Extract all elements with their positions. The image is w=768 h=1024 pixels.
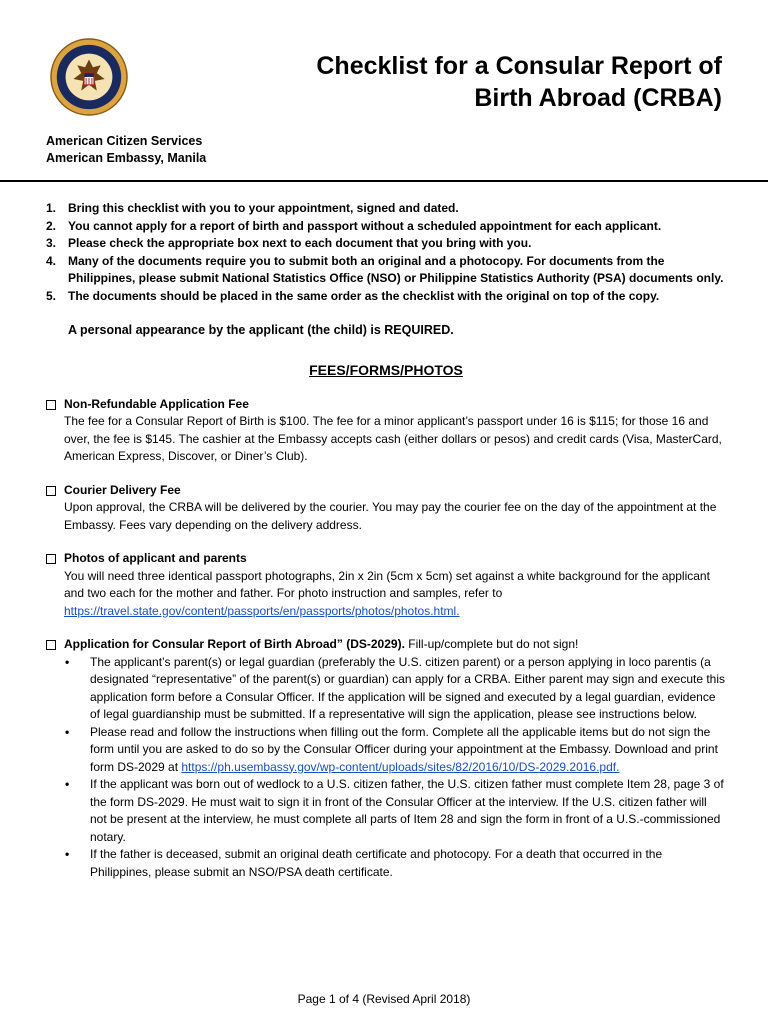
- office-block: [46, 133, 206, 167]
- checkbox[interactable]: [46, 400, 56, 410]
- title-line-1: Checklist for a Consular Report of: [316, 52, 722, 80]
- application-bullets: [46, 654, 726, 882]
- instruction-item: 5. The documents should be placed in the same order as the checklist with the original on top of the copy.: [46, 288, 660, 303]
- checkbox[interactable]: [46, 554, 56, 564]
- checklist-item-courier: [46, 482, 726, 535]
- instruction-item: 4. Many of the documents require you to submit both an original and a photocopy. For documents from the Philippines, please submit National Statistics Office (NSO) or Philippine Statistics Authority (PSA) documents only.: [46, 253, 724, 285]
- section-title: FEES/FORMS/PHOTOS: [309, 361, 463, 378]
- bullet-item: • Please read and follow the instructions when filling out the form. Complete all the applicable items but do not sign the form until you are asked to do so by the Consular Officer during your appointment at the Embassy. Download and print form DS-2029 at https://ph.usembassy.gov/wp-content/uploads/sites/82/2016/10/DS-2029.2016.pdf.: [65, 724, 718, 774]
- item-title: Photos of applicant and parents: [64, 551, 247, 565]
- item-title: Non-Refundable Application Fee: [64, 396, 249, 411]
- checkbox[interactable]: [46, 486, 56, 496]
- office-line-1: American Citizen Services: [46, 134, 203, 148]
- instruction-list: [46, 200, 726, 305]
- bullet-item: • The applicant’s parent(s) or legal guardian (preferably the U.S. citizen parent) or a person applying in loco parentis (a designated “representative” of the parent(s) or guardian) can apply for a CRBA. Either parent may sign and execute this application form before a Consular Officer. If the application will be signed and executed by a legal guardian, evidence of legal guardianship must be submitted. If a representative will sign the application, please see instructions below.: [65, 654, 726, 721]
- bullet-item: • If the father is deceased, submit an original death certificate and photocopy. For a death that occurred in the Philippines, please submit an NSO/PSA death certificate.: [65, 847, 663, 879]
- item-title: Application for Consular Report of Birth Abroad” (DS-2029).: [64, 637, 405, 651]
- header-divider: [0, 180, 768, 182]
- item-title: Courier Delivery Fee: [64, 482, 181, 497]
- page-footer: Page 1 of 4 (Revised April 2018): [297, 992, 471, 1006]
- instruction-item: 3. Please check the appropriate box next to each document that you bring with you.: [46, 236, 532, 250]
- checklist-item-fee: [46, 396, 726, 466]
- checklist-item-application: [46, 636, 726, 881]
- checklist-item-photos: [46, 550, 726, 620]
- us-state-department-seal-icon: [50, 38, 128, 116]
- appearance-note: A personal appearance by the applicant (the child) is REQUIRED.: [68, 323, 454, 337]
- document-body: [46, 200, 726, 881]
- ds2029-link[interactable]: https://ph.usembassy.gov/wp-content/uploads/sites/82/2016/10/DS-2029.2016.pdf.: [181, 759, 620, 774]
- item-body: Upon approval, the CRBA will be delivered by the courier. You may pay the courier fee on the day of the appointment at the Embassy. Fees vary depending on the delivery address.: [64, 500, 717, 532]
- item-body: The fee for a Consular Report of Birth is $100. The fee for a minor applicant’s passport under 16 is $115; for those 16 and over, the fee is $145. The cashier at the Embassy accepts cash (either dollars or pesos) and credit cards (Visa, MasterCard, American Express, Discover, or Diner’s Club).: [64, 414, 722, 463]
- instruction-item: 1. Bring this checklist with you to your appointment, signed and dated.: [46, 201, 459, 215]
- item-body: You will need three identical passport photographs, 2in x 2in (5cm x 5cm) set against a white background for the applicant and two each for the mother and father. For photo instruction and samples, refer to https://travel.state.gov/content/passports/en/passports/photos/photos.html.: [64, 568, 710, 618]
- title-line-2: Birth Abroad (CRBA): [474, 84, 722, 112]
- instruction-item: 2. You cannot apply for a report of birth and passport without a scheduled appointment for each applicant.: [46, 218, 662, 233]
- document-title: [302, 50, 722, 114]
- office-line-2: American Embassy, Manila: [46, 151, 207, 165]
- checkbox[interactable]: [46, 640, 56, 650]
- bullet-item: • If the applicant was born out of wedlock to a U.S. citizen father, the U.S. citizen father must complete Item 28, page 3 of the form DS-2029. He must wait to sign it in front of the Consular Officer at the interview. If the U.S. citizen father will not be present at the interview, he must complete all parts of Item 28 and sign the form in front of a U.S.-commissioned notary.: [65, 777, 724, 844]
- item-title-note: Fill-up/complete but do not sign!: [404, 637, 579, 651]
- photos-link[interactable]: https://travel.state.gov/content/passports/en/passports/photos/photos.html.: [64, 603, 460, 618]
